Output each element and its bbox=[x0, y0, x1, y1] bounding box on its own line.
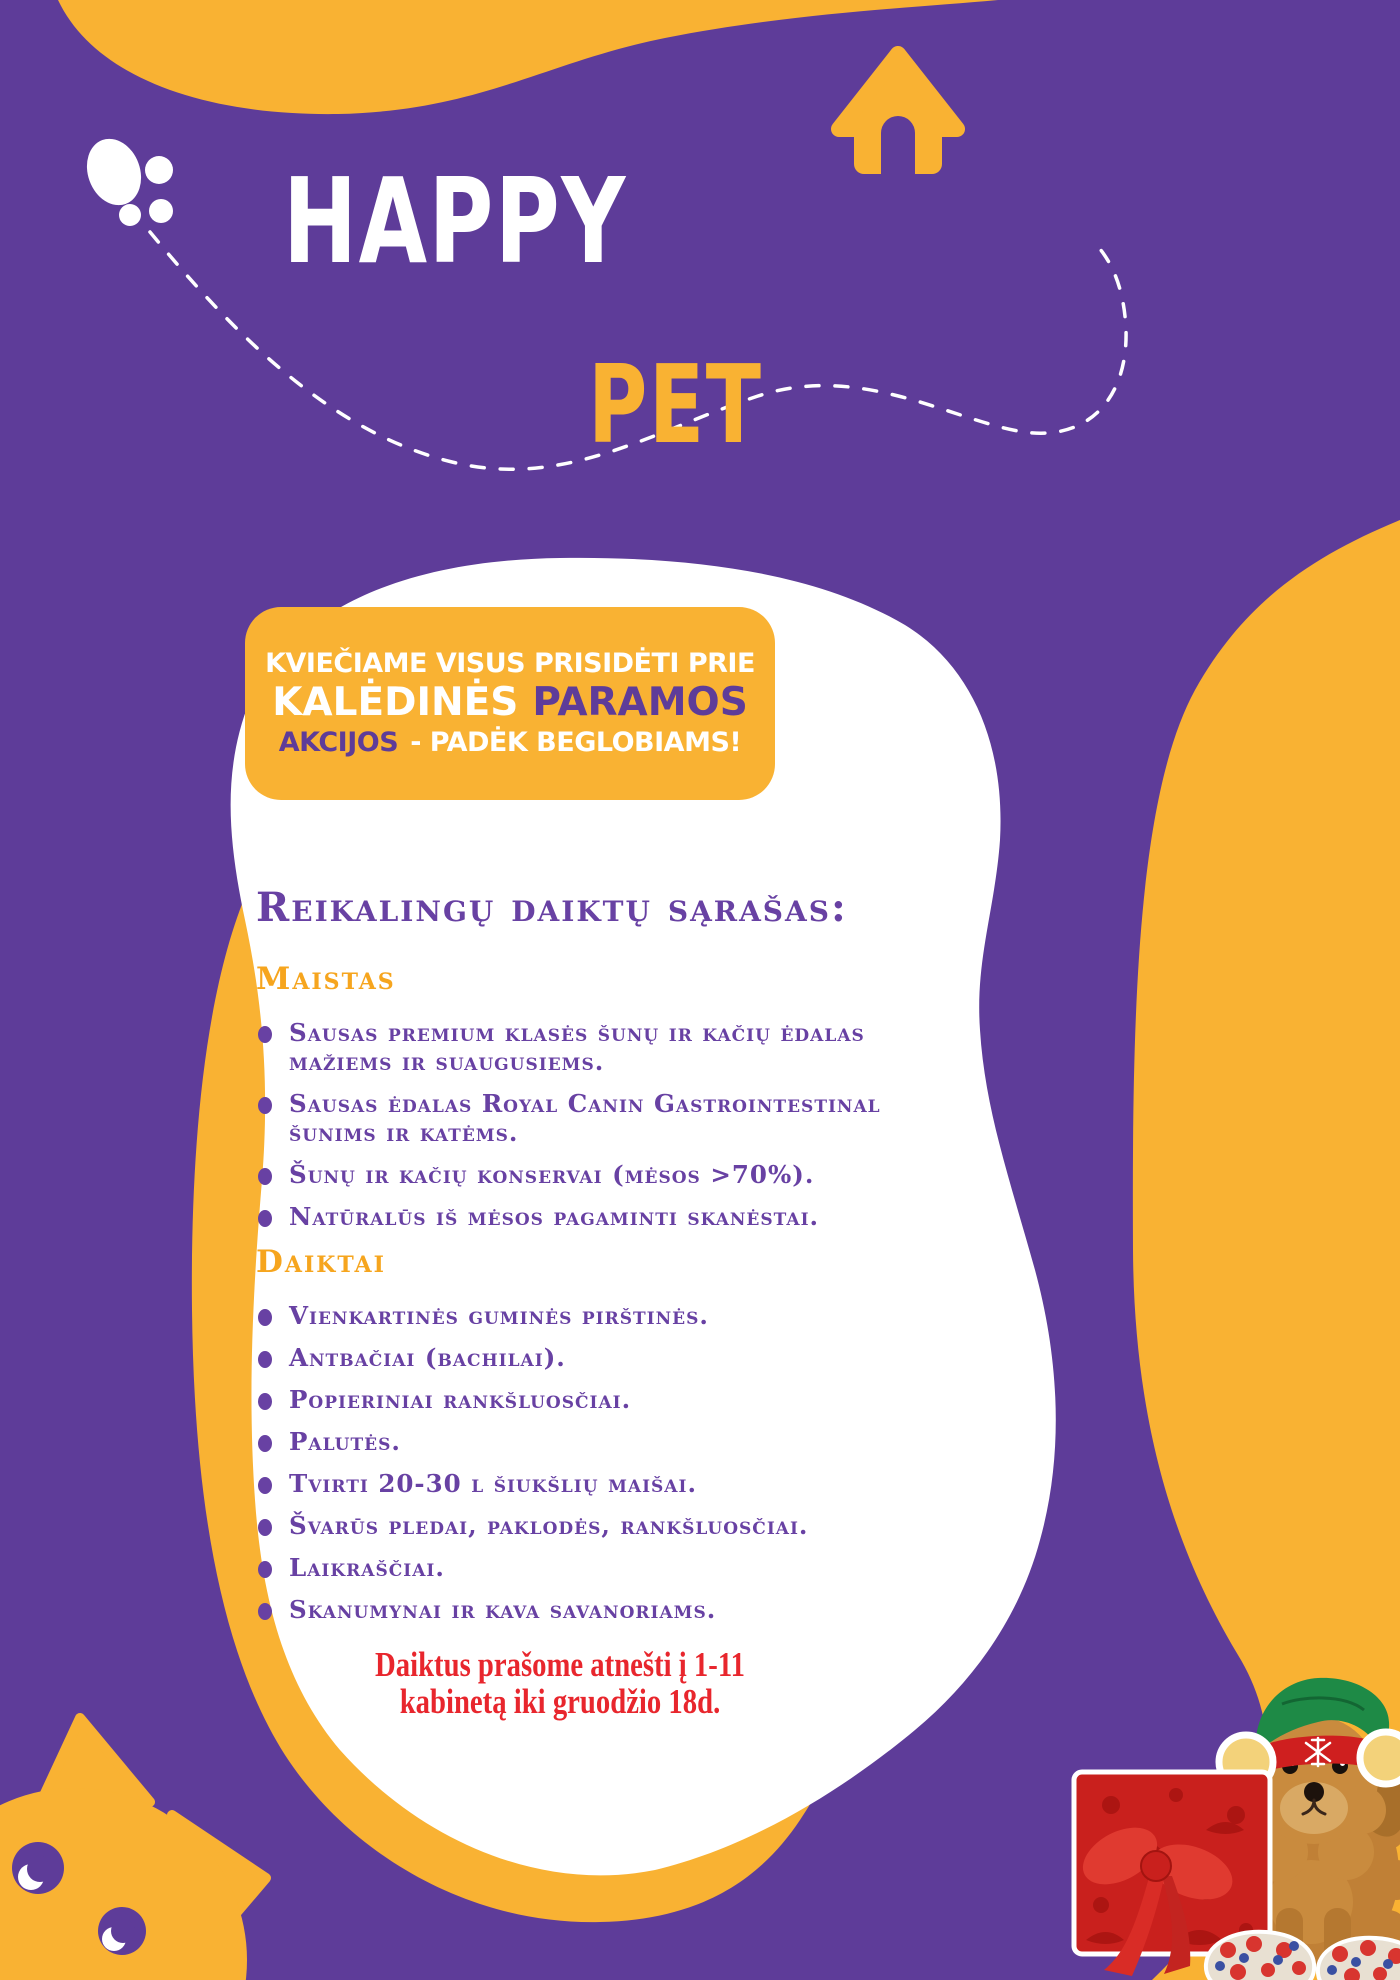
bullet-icon bbox=[258, 1519, 272, 1536]
banner-line2 bbox=[272, 680, 748, 726]
list-item-text: Tvirti 20-30 l šiukšlių maišai. bbox=[289, 1469, 697, 1499]
list-item-text: Palutės. bbox=[289, 1427, 401, 1457]
doghouse-icon bbox=[839, 54, 957, 174]
bullet-icon bbox=[258, 1477, 272, 1494]
section-heading-maistas: Maistas bbox=[256, 961, 396, 997]
banner-line3-purple: AKCIJOS bbox=[278, 726, 399, 758]
bullet-icon bbox=[258, 1026, 272, 1043]
banner-line2-white: KALĖDINĖS bbox=[272, 680, 519, 726]
list-item-text: Skanumynai ir kava savanoriams. bbox=[289, 1594, 717, 1624]
banner-line3 bbox=[278, 726, 742, 758]
drop-off-note bbox=[314, 1646, 806, 1720]
list-item bbox=[256, 1161, 928, 1190]
invitation-banner bbox=[245, 607, 775, 800]
list-item bbox=[256, 1090, 928, 1148]
list-item bbox=[256, 1428, 928, 1457]
bullet-icon bbox=[258, 1351, 272, 1368]
list-item-text: Popieriniai rankšluosčiai. bbox=[289, 1385, 632, 1415]
list-title: Reikalingų daiktų sąrašas: bbox=[256, 884, 848, 931]
list-item bbox=[256, 1019, 928, 1077]
list-item-text: Antbačiai (bachilai). bbox=[289, 1343, 566, 1373]
bullet-icon bbox=[258, 1168, 272, 1185]
bullet-icon bbox=[258, 1393, 272, 1410]
list-item bbox=[256, 1554, 928, 1583]
list-item bbox=[256, 1512, 928, 1541]
bullet-icon bbox=[258, 1603, 272, 1620]
needed-items-list bbox=[256, 884, 928, 1638]
list-item-text: Laikraščiai. bbox=[289, 1552, 445, 1582]
list-item bbox=[256, 1596, 928, 1625]
list-item bbox=[256, 1203, 928, 1232]
section-heading-daiktai: Daiktai bbox=[256, 1244, 386, 1281]
note-line2: kabinetą iki gruodžio 18d. bbox=[399, 1682, 721, 1722]
bullet-icon bbox=[258, 1561, 272, 1578]
bullet-icon bbox=[258, 1097, 272, 1114]
list-item-text: Sausas premium klasės šunų ir kačių ėdalas mažiems ir suaugusiems. bbox=[289, 1018, 865, 1076]
title-happy: HAPPY bbox=[283, 152, 627, 290]
bullet-icon bbox=[258, 1210, 272, 1227]
note-line1: Daiktus prašome atnešti į 1-11 bbox=[375, 1645, 745, 1684]
banner-line2-purple: PARAMOS bbox=[532, 680, 748, 726]
list-item-text: Sausas ėdalas Royal Canin Gastrointestinal šunims ir katėms. bbox=[289, 1088, 881, 1147]
banner-line1: KVIEČIAME VISUS PRISIDĖTI PRIE bbox=[265, 647, 755, 679]
bullet-icon bbox=[258, 1309, 272, 1326]
list-item-text: Vienkartinės guminės pirštinės. bbox=[289, 1301, 709, 1331]
banner-line3-white: - PADĖK BEGLOBIAMS! bbox=[410, 726, 742, 758]
list-item-text: Šunų ir kačių konservai (mėsos >70%). bbox=[289, 1159, 815, 1189]
puppy-photo bbox=[1073, 1678, 1400, 1980]
cat-eye-right bbox=[98, 1907, 146, 1955]
cat-icon bbox=[0, 1718, 266, 1980]
list-item bbox=[256, 1470, 928, 1499]
list-item bbox=[256, 1344, 928, 1373]
list-item-text: Švarūs pledai, paklodės, rankšluosčiai. bbox=[289, 1510, 809, 1540]
list-item bbox=[256, 1386, 928, 1415]
paw-icon bbox=[78, 131, 173, 226]
cat-eye-left bbox=[12, 1842, 64, 1894]
list-item bbox=[256, 1302, 928, 1331]
title-pet: PET bbox=[588, 343, 763, 468]
bullet-icon bbox=[258, 1435, 272, 1452]
list-item-text: Natūralūs iš mėsos pagaminti skanėstai. bbox=[289, 1201, 820, 1231]
